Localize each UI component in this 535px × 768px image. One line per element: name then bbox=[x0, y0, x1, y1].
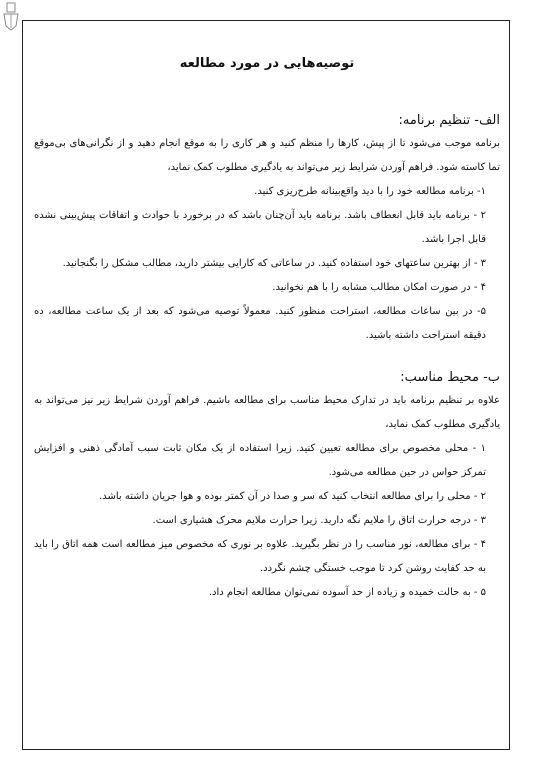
list-item: ۱- برنامه مطالعه خود را با دید واقع‌بینانه طرح‌ریزی کنید. bbox=[254, 186, 486, 197]
list-item: ۵- در بین ساعات مطالعه، استراحت منظور کنید. معمولاً توصیه می‌شود که بعد از یک ساعت مطالعه، ده دقیقه استراحت داشته باشید. bbox=[34, 306, 486, 341]
list-item: ۳ - درجه حرارت اتاق را ملایم نگه دارید. زیرا حرارت ملایم محرک هشیاری است. bbox=[152, 515, 486, 526]
university-logo-icon bbox=[1, 2, 21, 32]
list-item: ۱ - محلی مخصوص برای مطالعه تعیین کنید. زیرا استفاده از یک مکان ثابت سبب آمادگی ذهنی و افزایش تمرکز حواس در حین مطالعه می‌شود. bbox=[34, 443, 486, 478]
list-item: ۴ - در صورت امکان مطالب مشابه را با هم نخوانید. bbox=[272, 282, 486, 293]
list-item: ۳ - از بهترین ساعتهای خود استفاده کنید. در ساعاتی که کارایی بیشتر دارید، مطالب مشکل را بگنجانید. bbox=[62, 258, 486, 269]
section-intro: برنامه موجب می‌شود تا از پیش، کارها را منظم کنید و هر کاری را به موقع انجام دهید و از نگرانی‌های بی‌موقع تما کاسته شود. فراهم آوردن شرایط زیر می‌تواند به یادگیری مطلوب کمک نماید، bbox=[34, 138, 500, 173]
section-intro: علاوه بر تنظیم برنامه باید در تدارک محیط مناسب برای مطالعه باشیم. فراهم آوردن شرایط زیر نیز می‌تواند به یادگیری مطلوب کمک نماید، bbox=[34, 395, 500, 430]
list-item: ۴ - برای مطالعه، نور مناسب را در نظر بگیرید. علاوه بر نوری که مخصوص میز مطالعه است همه اتاق را باید به حد کفایت روشن کرد تا موجب خستگی چشم نگردد. bbox=[34, 539, 486, 574]
page-title: توصیه‌هایی در مورد مطالعه bbox=[179, 56, 355, 71]
list-item: ۲ - محلی را برای مطالعه انتخاب کنید که سر و صدا در آن کمتر بوده و هوا جریان داشته باشد. bbox=[99, 491, 486, 502]
document-body bbox=[34, 56, 500, 605]
section-planning bbox=[34, 113, 500, 348]
section-environment bbox=[34, 370, 500, 605]
list-item: ۵ - به حالت خمیده و زیاده از حد آسوده نمی‌توان مطالعه انجام داد. bbox=[208, 587, 486, 598]
section-heading: ب- محیط مناسب: bbox=[400, 370, 500, 385]
list-item: ۲ - برنامه باید قابل انعطاف باشد. برنامه باید آن‌چنان باشد که در برخورد با حوادث و اتفاقات پیش‌بینی نشده قابل اجرا باشد. bbox=[34, 210, 486, 245]
section-heading: الف- تنظیم برنامه: bbox=[398, 113, 500, 128]
